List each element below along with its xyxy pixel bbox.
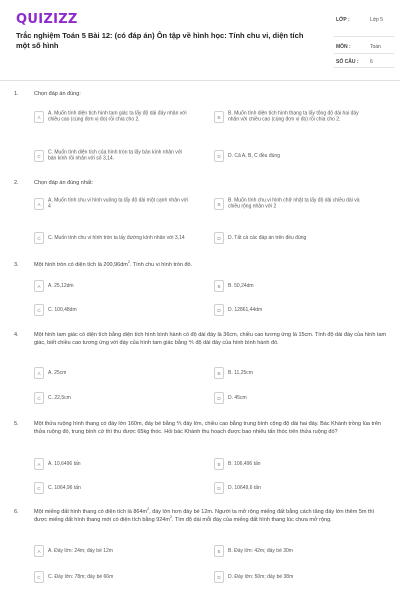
option-letter: C <box>34 482 44 494</box>
option-text: D. 45cm <box>228 394 247 401</box>
option-letter: D <box>214 150 224 162</box>
option-letter: B <box>214 458 224 470</box>
question-stem <box>34 509 388 524</box>
meta-subject-label: MÔN : <box>336 44 351 50</box>
question-number: 2. <box>14 180 19 186</box>
option-text: A. Đáy lớn: 24m; đáy bé 12m <box>48 547 113 554</box>
option-text: C. 100,48dm <box>48 306 77 313</box>
option-letter: A <box>34 545 44 557</box>
option-text: C. Đáy lớn: 78m; đáy bé 66m <box>48 573 114 580</box>
option-text: A. Muốn tính diện tích hình tam giác ta lấy độ dài đáy nhân với chiều cao (cùng đơn vị đo) rồi chia cho 2. <box>48 110 187 123</box>
question-number: 3. <box>14 262 19 268</box>
question-number: 1. <box>14 91 19 97</box>
option-letter: C <box>34 571 44 583</box>
option-letter: D <box>214 392 224 404</box>
superscript: 2 <box>169 514 172 519</box>
option-letter: D <box>214 304 224 316</box>
option-letter: B <box>214 545 224 557</box>
option-letter: B <box>214 367 224 379</box>
worksheet-meta <box>334 13 394 68</box>
worksheet-header <box>0 0 400 80</box>
meta-grade-value: Lớp 5 <box>370 17 384 23</box>
option-letter: A <box>34 458 44 470</box>
superscript: 2 <box>127 260 130 265</box>
meta-grade <box>334 13 394 37</box>
option-letter: A <box>34 111 44 123</box>
option-text: D. Đáy lớn: 50m; đáy bé 38m <box>228 573 294 580</box>
option-letter: B <box>214 280 224 292</box>
option-text: A. 25cm <box>48 369 67 376</box>
question-stem: Một thửa ruộng hình thang có đáy lớn 160m, đáy bé bằng ⅘ đáy lớn, chiều cao bằng trung bình cộng độ dài hai đáy. Bác Khánh trồng lúa trên thửa ruộng đó, trung bình cứ thì thu được 65kg thóc. Hỏi bác Khánh thu hoạch được bao nhiêu tấn thóc trên thửa ruộng đó? <box>34 421 381 435</box>
option-text: A. Muốn tính chu vi hình vuông ta lấy độ dài một cạnh nhân với 4 <box>48 197 189 210</box>
worksheet-title: Trắc nghiệm Toán 5 Bài 12: (có đáp án) Ôn tập về hình học: Tính chu vi, diện tích một số hình <box>16 31 304 50</box>
option-letter: D <box>214 571 224 583</box>
option-letter: A <box>34 280 44 292</box>
stem-text: , đáy lớn hơn đáy bé 12m. Người ta mở rộng miếng đất bằng cách tăng đáy lớn thêm 5m thì được miếng đất hình thang mới có diện tích bằng 924m <box>34 509 375 523</box>
meta-grade-label: LỚP : <box>336 17 350 23</box>
option-text: B. Đáy lớn: 42m; đáy bé 30m <box>228 547 293 554</box>
question-stem: Chọn đáp án đúng: <box>34 91 81 97</box>
option-text: A. 10,6496 tấn <box>48 460 81 467</box>
question-stem <box>34 262 388 270</box>
question-stem: Chọn đáp án đúng nhất: <box>34 180 94 186</box>
stem-text: Một miếng đất hình thang có diện tích là 864m <box>34 509 148 515</box>
meta-subject-value: Toán <box>370 44 381 50</box>
option-text: D. Cả A, B, C đều đúng <box>228 152 280 159</box>
option-text: D. 12861,44dm <box>228 306 263 313</box>
stem-text: . Tính chu vi hình tròn đó. <box>129 262 193 268</box>
question-number: 5. <box>14 421 19 427</box>
option-letter: D <box>214 232 224 244</box>
option-letter: C <box>34 392 44 404</box>
meta-subject <box>334 37 394 54</box>
header-divider <box>0 80 400 81</box>
option-text: D. Tất cả các đáp án trên đều đúng <box>228 234 307 241</box>
option-text: C. Muốn tính diện tích của hình tròn ta lấy bán kính nhân với bán kính rồi nhân với số 3,14. <box>48 149 183 162</box>
stem-text: . Tìm độ dài mỗi đáy của miếng đất hình thang lúc chưa mở rộng. <box>171 516 332 523</box>
option-text: B. 11,25cm <box>228 369 253 376</box>
option-text: A. 25,12dm <box>48 282 74 289</box>
option-letter: A <box>34 198 44 210</box>
option-text: C. 1064,96 tấn <box>48 484 81 491</box>
question-number: 4. <box>14 332 19 338</box>
stem-text: Một hình tròn có diện tích là 200,96dm <box>34 262 128 268</box>
option-text: B. Muốn tính chu vi hình chữ nhật ta lấy độ dài chiều dài và chiều rộng nhân với 2 <box>228 197 360 210</box>
option-letter: C <box>34 150 44 162</box>
option-letter: B <box>214 111 224 123</box>
option-text: D. 10649,6 tấn <box>228 484 261 491</box>
meta-count-label: SỐ CÂU : <box>336 59 359 65</box>
option-text: C. 22,5cm <box>48 394 71 401</box>
quizizz-logo: QUIZIZZ <box>16 12 78 27</box>
option-letter: C <box>34 232 44 244</box>
meta-count <box>334 54 394 68</box>
option-letter: A <box>34 367 44 379</box>
question-number: 6. <box>14 509 19 515</box>
option-letter: D <box>214 482 224 494</box>
option-letter: C <box>34 304 44 316</box>
option-text: B. 106,496 tấn <box>228 460 261 467</box>
option-text: C. Muốn tính chu vi hình tròn ta lấy đường kính nhân với 3,14 <box>48 234 185 241</box>
question-stem: Một hình tam giác có diện tích bằng diện tích hình bình hành có độ dài đáy là 36cm, chiều cao tương ứng là 15cm. Tính độ dài đáy của hình tam giác, biết chiều cao tương ứng với đáy của hình tam giác bằng ⅘ độ dài đáy của hình bình hành đó. <box>34 332 387 346</box>
superscript: 2 <box>147 507 150 512</box>
option-text: B. 50,24dm <box>228 282 254 289</box>
option-letter: B <box>214 198 224 210</box>
meta-count-value: 6 <box>370 59 373 65</box>
option-text: B. Muốn tính diện tích hình thang ta lấy tổng độ dài hai đáy nhân với chiều cao (cùng đơn vị đo) rồi chia cho 2. <box>228 110 359 123</box>
